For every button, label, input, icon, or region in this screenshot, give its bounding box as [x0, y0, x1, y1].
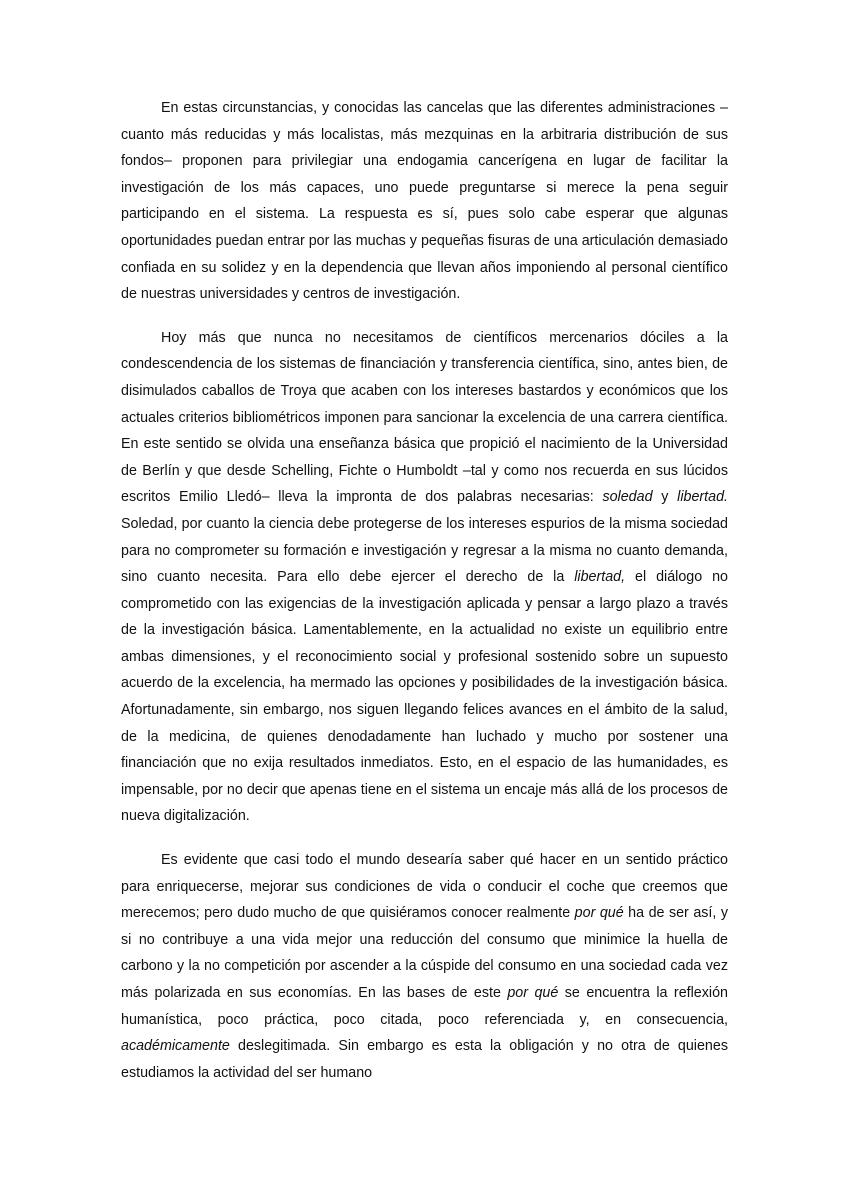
- text-segment: En estas circunstancias, y conocidas las cancelas que las diferentes administraciones –cuanto más reducidas y más localistas, más mezquinas en la arbitraria distribución de sus fondos– proponen para privilegiar una endogamia cancerígena en lugar de facilitar la investigación de los más capaces, uno puede preguntarse si merece la pena seguir participando en el sistema. La respuesta es sí, pues solo cabe esperar que algunas oportunidades puedan entrar por las muchas y pequeñas fisuras de una articulación demasiado confiada en su solidez y en la dependencia que llevan años imponiendo al personal científico de nuestras universidades y centros de investigación.: [121, 100, 728, 303]
- paragraph-2: [121, 325, 728, 830]
- paragraph-3: [121, 847, 728, 1086]
- text-segment: ha de ser así, y si no contribuye a una vida mejor una reducción del consumo que minimice la huella de carbono y la no competición por ascender a la cúspide del consumo en una sociedad cada vez más polarizada en sus economías. En las bases de este: [121, 905, 728, 1001]
- text-segment: se encuentra la reflexión humanística, poco práctica, poco citada, poco referenciada y, en consecuencia,: [121, 985, 728, 1028]
- text-segment: Es evidente que casi todo el mundo desearía saber qué hacer en un sentido práctico para enriquecerse, mejorar sus condiciones de vida o conducir el coche que creemos que merecemos; pero dudo mucho de que quisiéramos conocer realmente: [121, 852, 728, 922]
- italic-segment: por qué: [507, 985, 559, 1001]
- text-segment: el diálogo no comprometido con las exigencias de la investigación aplicada y pensar a largo plazo a través de la investigación básica. Lamentablemente, en la actualidad no existe un equilibrio entre ambas dimensiones, y el reconocimiento social y profesional sostenido sobre un supuesto acuerdo de la excelencia, ha mermado las opciones y posibilidades de la investigación básica. Afortunadamente, sin embargo, nos siguen llegando felices avances en el ámbito de la salud, de la medicina, de quienes denodadamente han luchado y mucho por sostener una financiación que no exija resultados inmediatos. Esto, en el espacio de las humanidades, es impensable, por no decir que apenas tiene en el sistema un encaje más allá de los procesos de nueva digitalización.: [121, 569, 728, 825]
- italic-segment: libertad,: [574, 569, 626, 586]
- italic-segment: soledad: [602, 489, 653, 506]
- text-segment: Soledad, por cuanto la ciencia debe protegerse de los intereses espurios de la misma sociedad para no comprometer su formación e investigación y regresar a la misma no cuanto demanda, sino cuanto necesita. Para ello debe ejercer el derecho de la: [121, 515, 728, 586]
- paragraph-1: [121, 95, 728, 308]
- text-segment: deslegitimada. Sin embargo es esta la obligación y no otra de quienes estudiamos la actividad del ser humano: [121, 1038, 728, 1081]
- text-segment: y: [652, 489, 678, 506]
- italic-segment: por qué: [574, 905, 624, 922]
- italic-segment: libertad.: [677, 489, 729, 506]
- italic-segment: académicamente: [121, 1038, 230, 1055]
- text-segment: Hoy más que nunca no necesitamos de científicos mercenarios dóciles a la condescendencia de los sistemas de financiación y transferencia científica, sino, antes bien, de disimulados caballos de Troya que acaben con los intereses bastardos y económicos que los actuales criterios bibliométricos imponen para sancionar la excelencia de una carrera científica. En este sentido se olvida una enseñanza básica que propició el nacimiento de la Universidad de Berlín y que desde Schelling, Fichte o Humboldt –tal y como nos recuerda en sus lúcidos escritos Emilio Lledó– lleva la impronta de dos palabras necesarias:: [121, 329, 728, 506]
